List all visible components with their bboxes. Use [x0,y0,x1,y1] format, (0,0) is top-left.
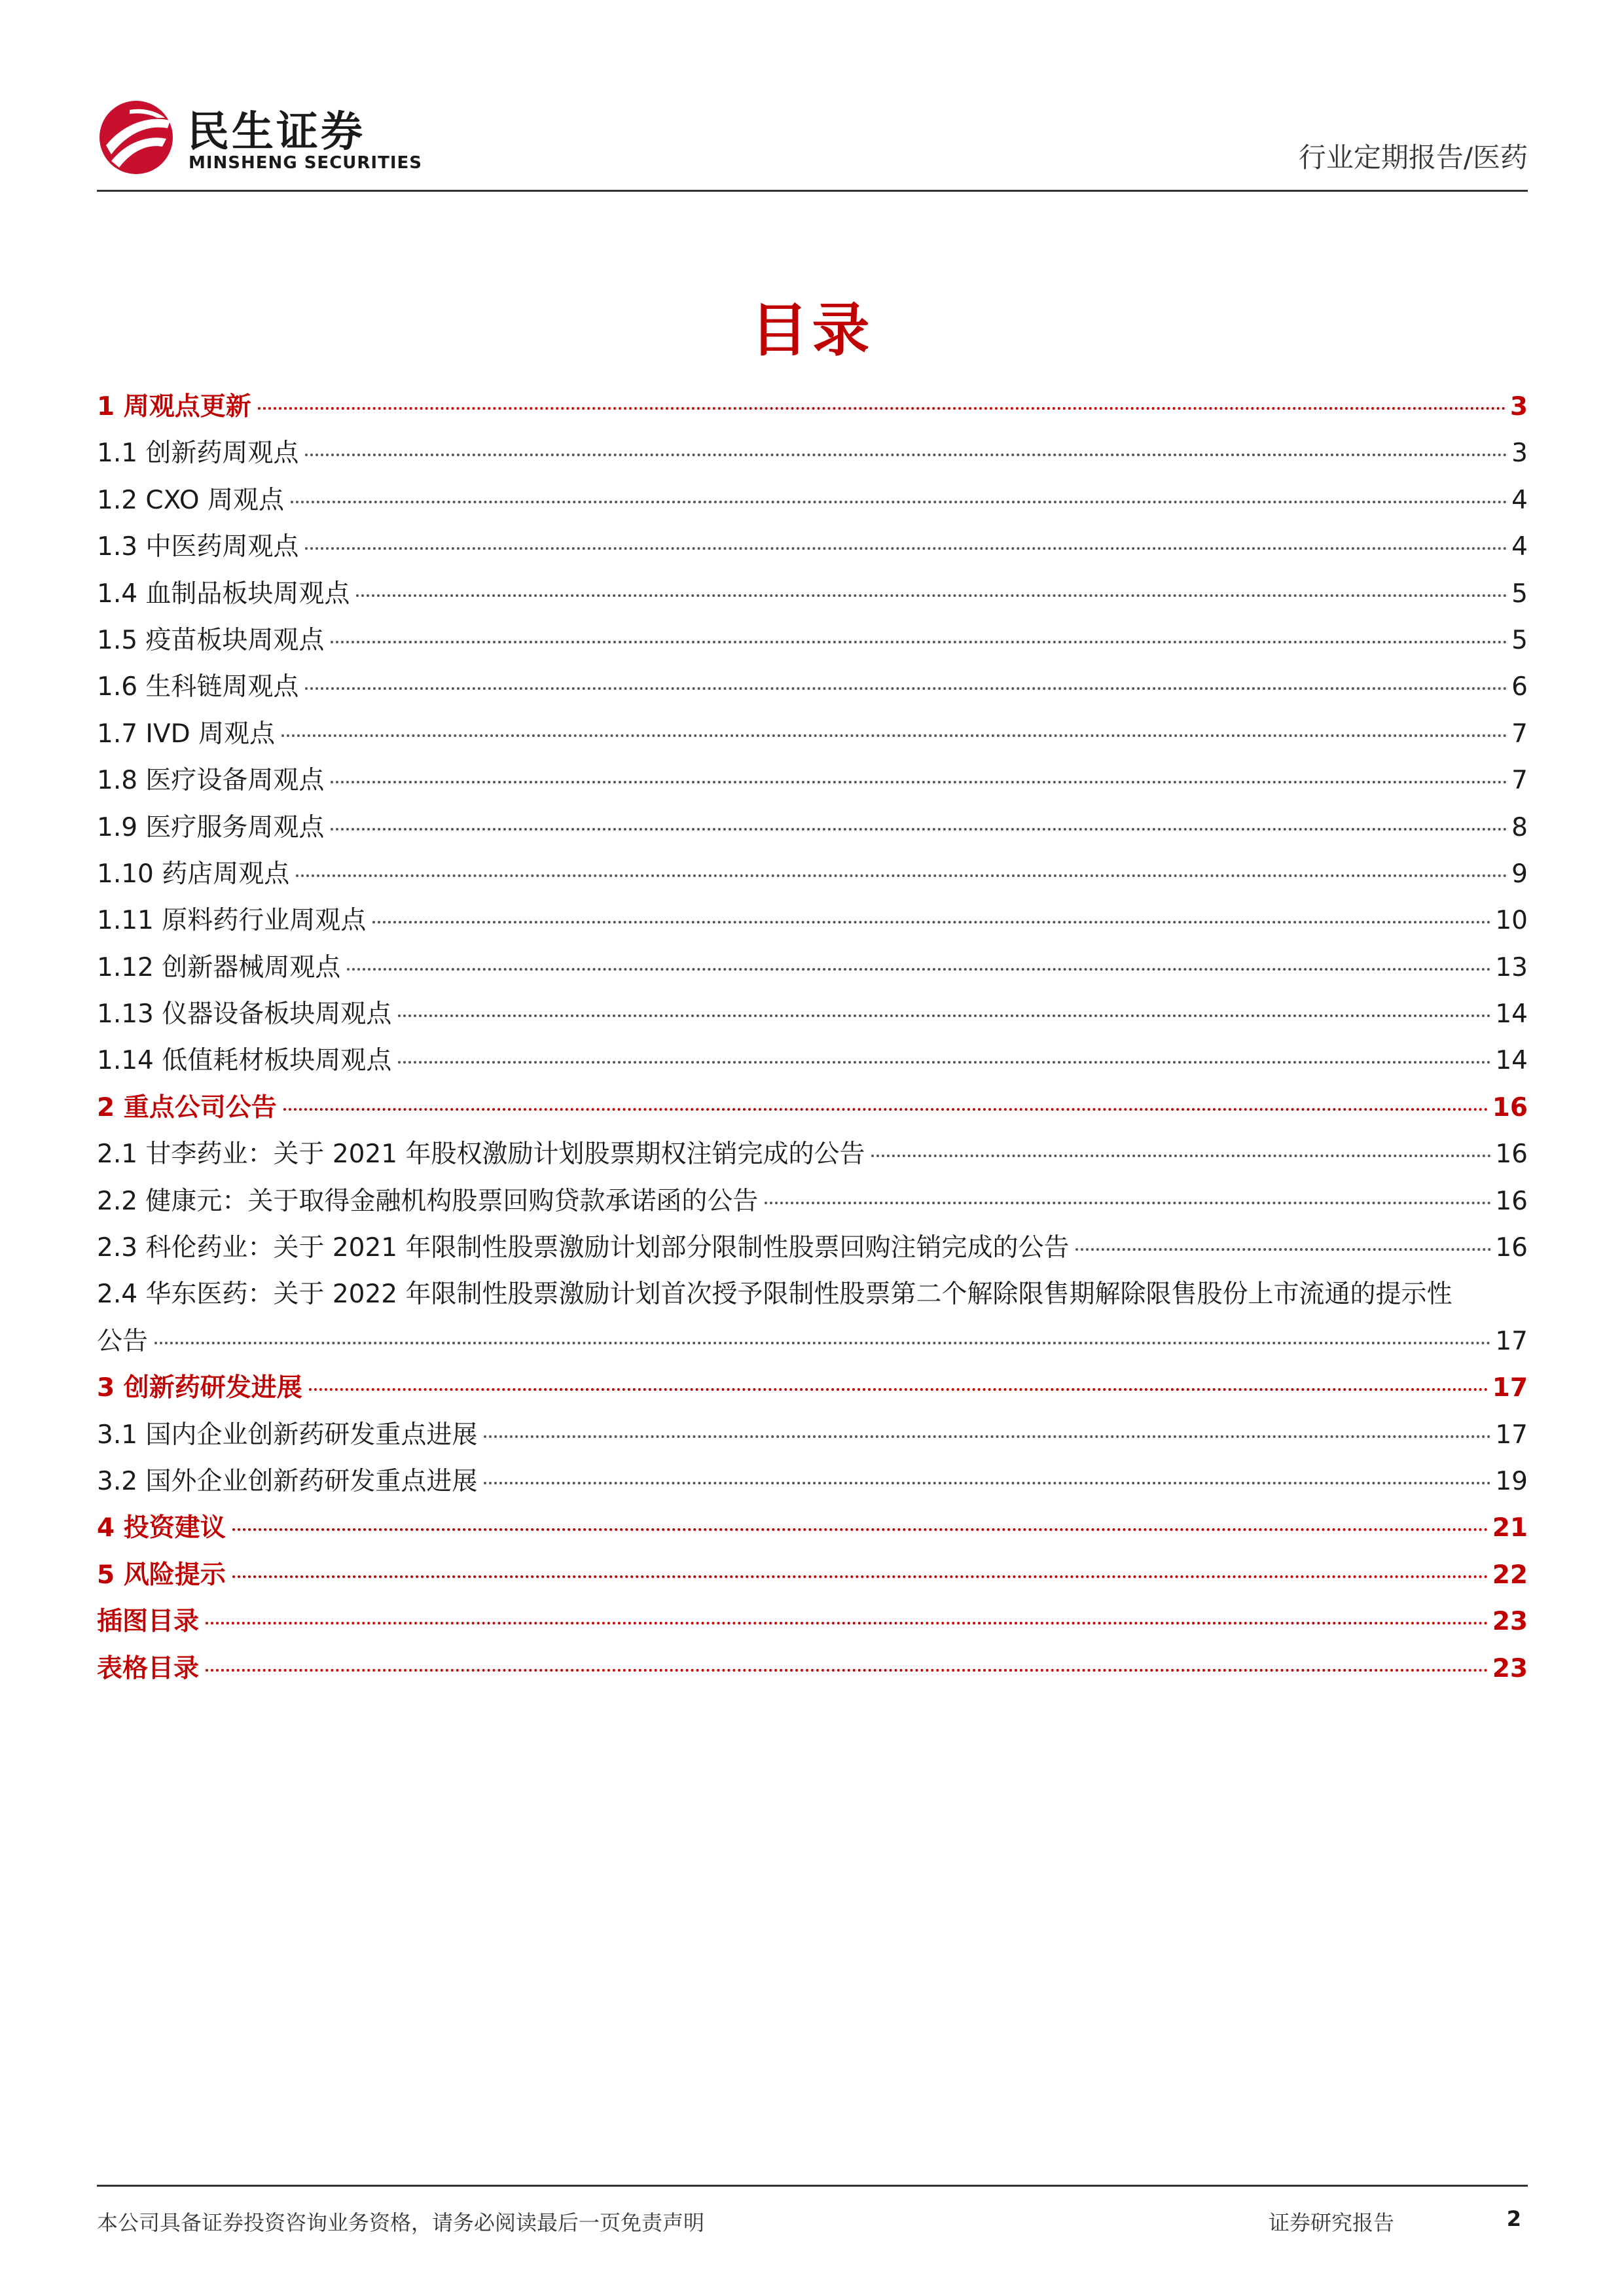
toc-entry-page: 16 [1492,1092,1528,1122]
toc-entry[interactable] [97,947,1528,994]
toc-entry-label: 1.14 低值耗材板块周观点 [97,1046,392,1076]
toc-leader-dots [281,709,1507,737]
toc-entry[interactable] [97,760,1528,806]
toc-entry[interactable] [97,480,1528,526]
toc-entry[interactable] [97,713,1528,760]
toc-entry-label: 1.5 疫苗板块周观点 [97,625,325,655]
toc-leader-dots [331,755,1507,783]
page-header [97,85,1528,192]
toc-entry[interactable] [97,1554,1528,1601]
toc-entry-page: 17 [1495,1420,1528,1450]
toc-entry-page: 3 [1509,392,1528,422]
toc-entry-label: 2 重点公司公告 [97,1092,277,1122]
toc-leader-dots [765,1176,1491,1204]
toc-entry-label: 1.4 血制品板块周观点 [97,579,350,609]
toc-entry[interactable] [97,1227,1528,1274]
toc-leader-dots [206,1596,1489,1624]
toc-leader-dots [484,1456,1491,1484]
toc-entry-label: 表格目录 [97,1653,200,1683]
toc-entry[interactable] [97,853,1528,900]
toc-entry-page: 22 [1492,1560,1528,1590]
toc-entry-page: 23 [1492,1607,1528,1637]
toc-leader-dots [331,615,1507,643]
toc-entry-label: 3 创新药研发进展 [97,1373,302,1403]
toc-entry[interactable] [97,1461,1528,1507]
toc-leader-dots [305,662,1507,690]
minsheng-logo-icon [97,98,175,177]
toc-entry-page: 3 [1511,439,1528,469]
toc-entry[interactable] [97,1367,1528,1414]
toc-entry-page: 16 [1495,1233,1528,1263]
toc-entry-page: 8 [1511,812,1528,842]
toc-leader-dots [305,522,1507,550]
toc-entry-page: 17 [1495,1326,1528,1356]
toc-leader-dots [154,1316,1491,1344]
toc-leader-dots [232,1550,1489,1578]
footer-disclaimer: 本公司具备证券投资咨询业务资格，请务必阅读最后一页免责声明 [97,2210,705,2235]
toc-entry-label: 1.1 创新药周观点 [97,439,299,469]
toc-entry-page: 16 [1495,1139,1528,1170]
toc-entry-label-continued: 公告 [97,1326,149,1356]
brand-name-cn: 民生证券 [187,108,365,156]
toc-entry[interactable] [97,1601,1528,1647]
toc-entry[interactable] [97,1414,1528,1461]
toc-entry-label: 1.10 药店周观点 [97,859,290,889]
toc-entry[interactable] [97,1134,1528,1180]
toc-entry-page: 23 [1492,1653,1528,1683]
toc-leader-dots [296,849,1507,877]
page-footer [97,2185,1528,2233]
toc-entry[interactable] [97,1274,1528,1320]
toc-entry[interactable] [97,526,1528,573]
toc-entry-label: 1.7 IVD 周观点 [97,719,276,749]
toc-entry-label: 1.13 仪器设备板块周观点 [97,999,392,1030]
toc-entry[interactable] [97,1507,1528,1554]
table-of-contents [97,386,1528,1695]
toc-leader-dots [258,382,1506,410]
toc-leader-dots [1075,1223,1491,1251]
toc-entry-page: 16 [1495,1186,1528,1216]
toc-leader-dots [291,475,1507,503]
toc-entry-label: 1.12 创新器械周观点 [97,952,341,982]
toc-entry-page: 14 [1495,999,1528,1030]
toc-entry[interactable] [97,433,1528,479]
toc-leader-dots [356,569,1507,597]
toc-entry[interactable] [97,994,1528,1040]
toc-entry-page: 17 [1492,1373,1528,1403]
toc-entry[interactable] [97,1648,1528,1695]
toc-entry-page: 7 [1511,719,1528,749]
toc-leader-dots [484,1410,1491,1438]
page-number: 2 [1506,2206,1521,2231]
toc-entry-continued[interactable] [97,1321,1528,1367]
toc-entry-page: 14 [1495,1046,1528,1076]
toc-entry[interactable] [97,1087,1528,1134]
toc-entry-label: 1.2 CXO 周观点 [97,485,284,515]
toc-entry-page: 10 [1495,906,1528,936]
toc-entry-page: 4 [1511,532,1528,562]
toc-leader-dots [398,1035,1491,1064]
toc-entry-label: 1.3 中医药周观点 [97,532,299,562]
report-type: 行业定期报告/医药 [1298,141,1528,173]
toc-leader-dots [206,1643,1489,1672]
toc-entry-page: 5 [1511,625,1528,655]
toc-entry-label: 1.11 原料药行业周观点 [97,906,367,936]
toc-leader-dots [871,1129,1491,1157]
toc-entry-page: 9 [1511,859,1528,889]
toc-entry-label: 插图目录 [97,1607,200,1637]
toc-leader-dots [283,1083,1489,1111]
toc-entry-page: 7 [1511,766,1528,796]
toc-entry[interactable] [97,1181,1528,1227]
toc-entry-label: 4 投资建议 [97,1513,226,1543]
toc-entry-page: 4 [1511,485,1528,515]
toc-entry-label: 2.3 科伦药业：关于 2021 年限制性股票激励计划部分限制性股票回购注销完成的公告 [97,1233,1070,1263]
toc-entry-label: 2.4 华东医药：关于 2022 年限制性股票激励计划首次授予限制性股票第二个解除限售期解除限售股份上市流通的提示性 [97,1280,1453,1310]
toc-leader-dots [305,428,1507,456]
toc-entry-label: 3.1 国内企业创新药研发重点进展 [97,1420,478,1450]
toc-entry-label: 5 风险提示 [97,1560,226,1590]
footer-doc-type: 证券研究报告 [1269,2210,1395,2235]
toc-entry[interactable] [97,807,1528,853]
toc-leader-dots [398,989,1491,1017]
toc-entry-label: 1.6 生科链周观点 [97,672,299,702]
toc-entry-label: 3.2 国外企业创新药研发重点进展 [97,1466,478,1496]
toc-entry-page: 21 [1492,1513,1528,1543]
toc-entry-label: 2.1 甘李药业：关于 2021 年股权激励计划股票期权注销完成的公告 [97,1139,865,1170]
toc-entry-page: 19 [1495,1466,1528,1496]
toc-entry[interactable] [97,386,1528,433]
toc-entry-page: 13 [1495,952,1528,982]
toc-entry[interactable] [97,620,1528,666]
toc-leader-dots [331,802,1507,831]
toc-title: 目录 [750,296,874,364]
toc-entry-label: 2.2 健康元：关于取得金融机构股票回购贷款承诺函的公告 [97,1186,759,1216]
toc-entry-page: 5 [1511,579,1528,609]
toc-leader-dots [309,1363,1489,1391]
toc-leader-dots [232,1503,1489,1531]
toc-entry[interactable] [97,1040,1528,1086]
toc-leader-dots [372,895,1491,924]
toc-entry[interactable] [97,666,1528,713]
toc-entry[interactable] [97,900,1528,946]
toc-entry[interactable] [97,573,1528,620]
toc-entry-label: 1.9 医疗服务周观点 [97,812,325,842]
brand-name-en: MINSHENG SECURITIES [189,153,422,173]
toc-leader-dots [347,942,1491,971]
toc-entry-page: 6 [1511,672,1528,702]
toc-entry-label: 1.8 医疗设备周观点 [97,766,325,796]
toc-entry-label: 1 周观点更新 [97,392,251,422]
